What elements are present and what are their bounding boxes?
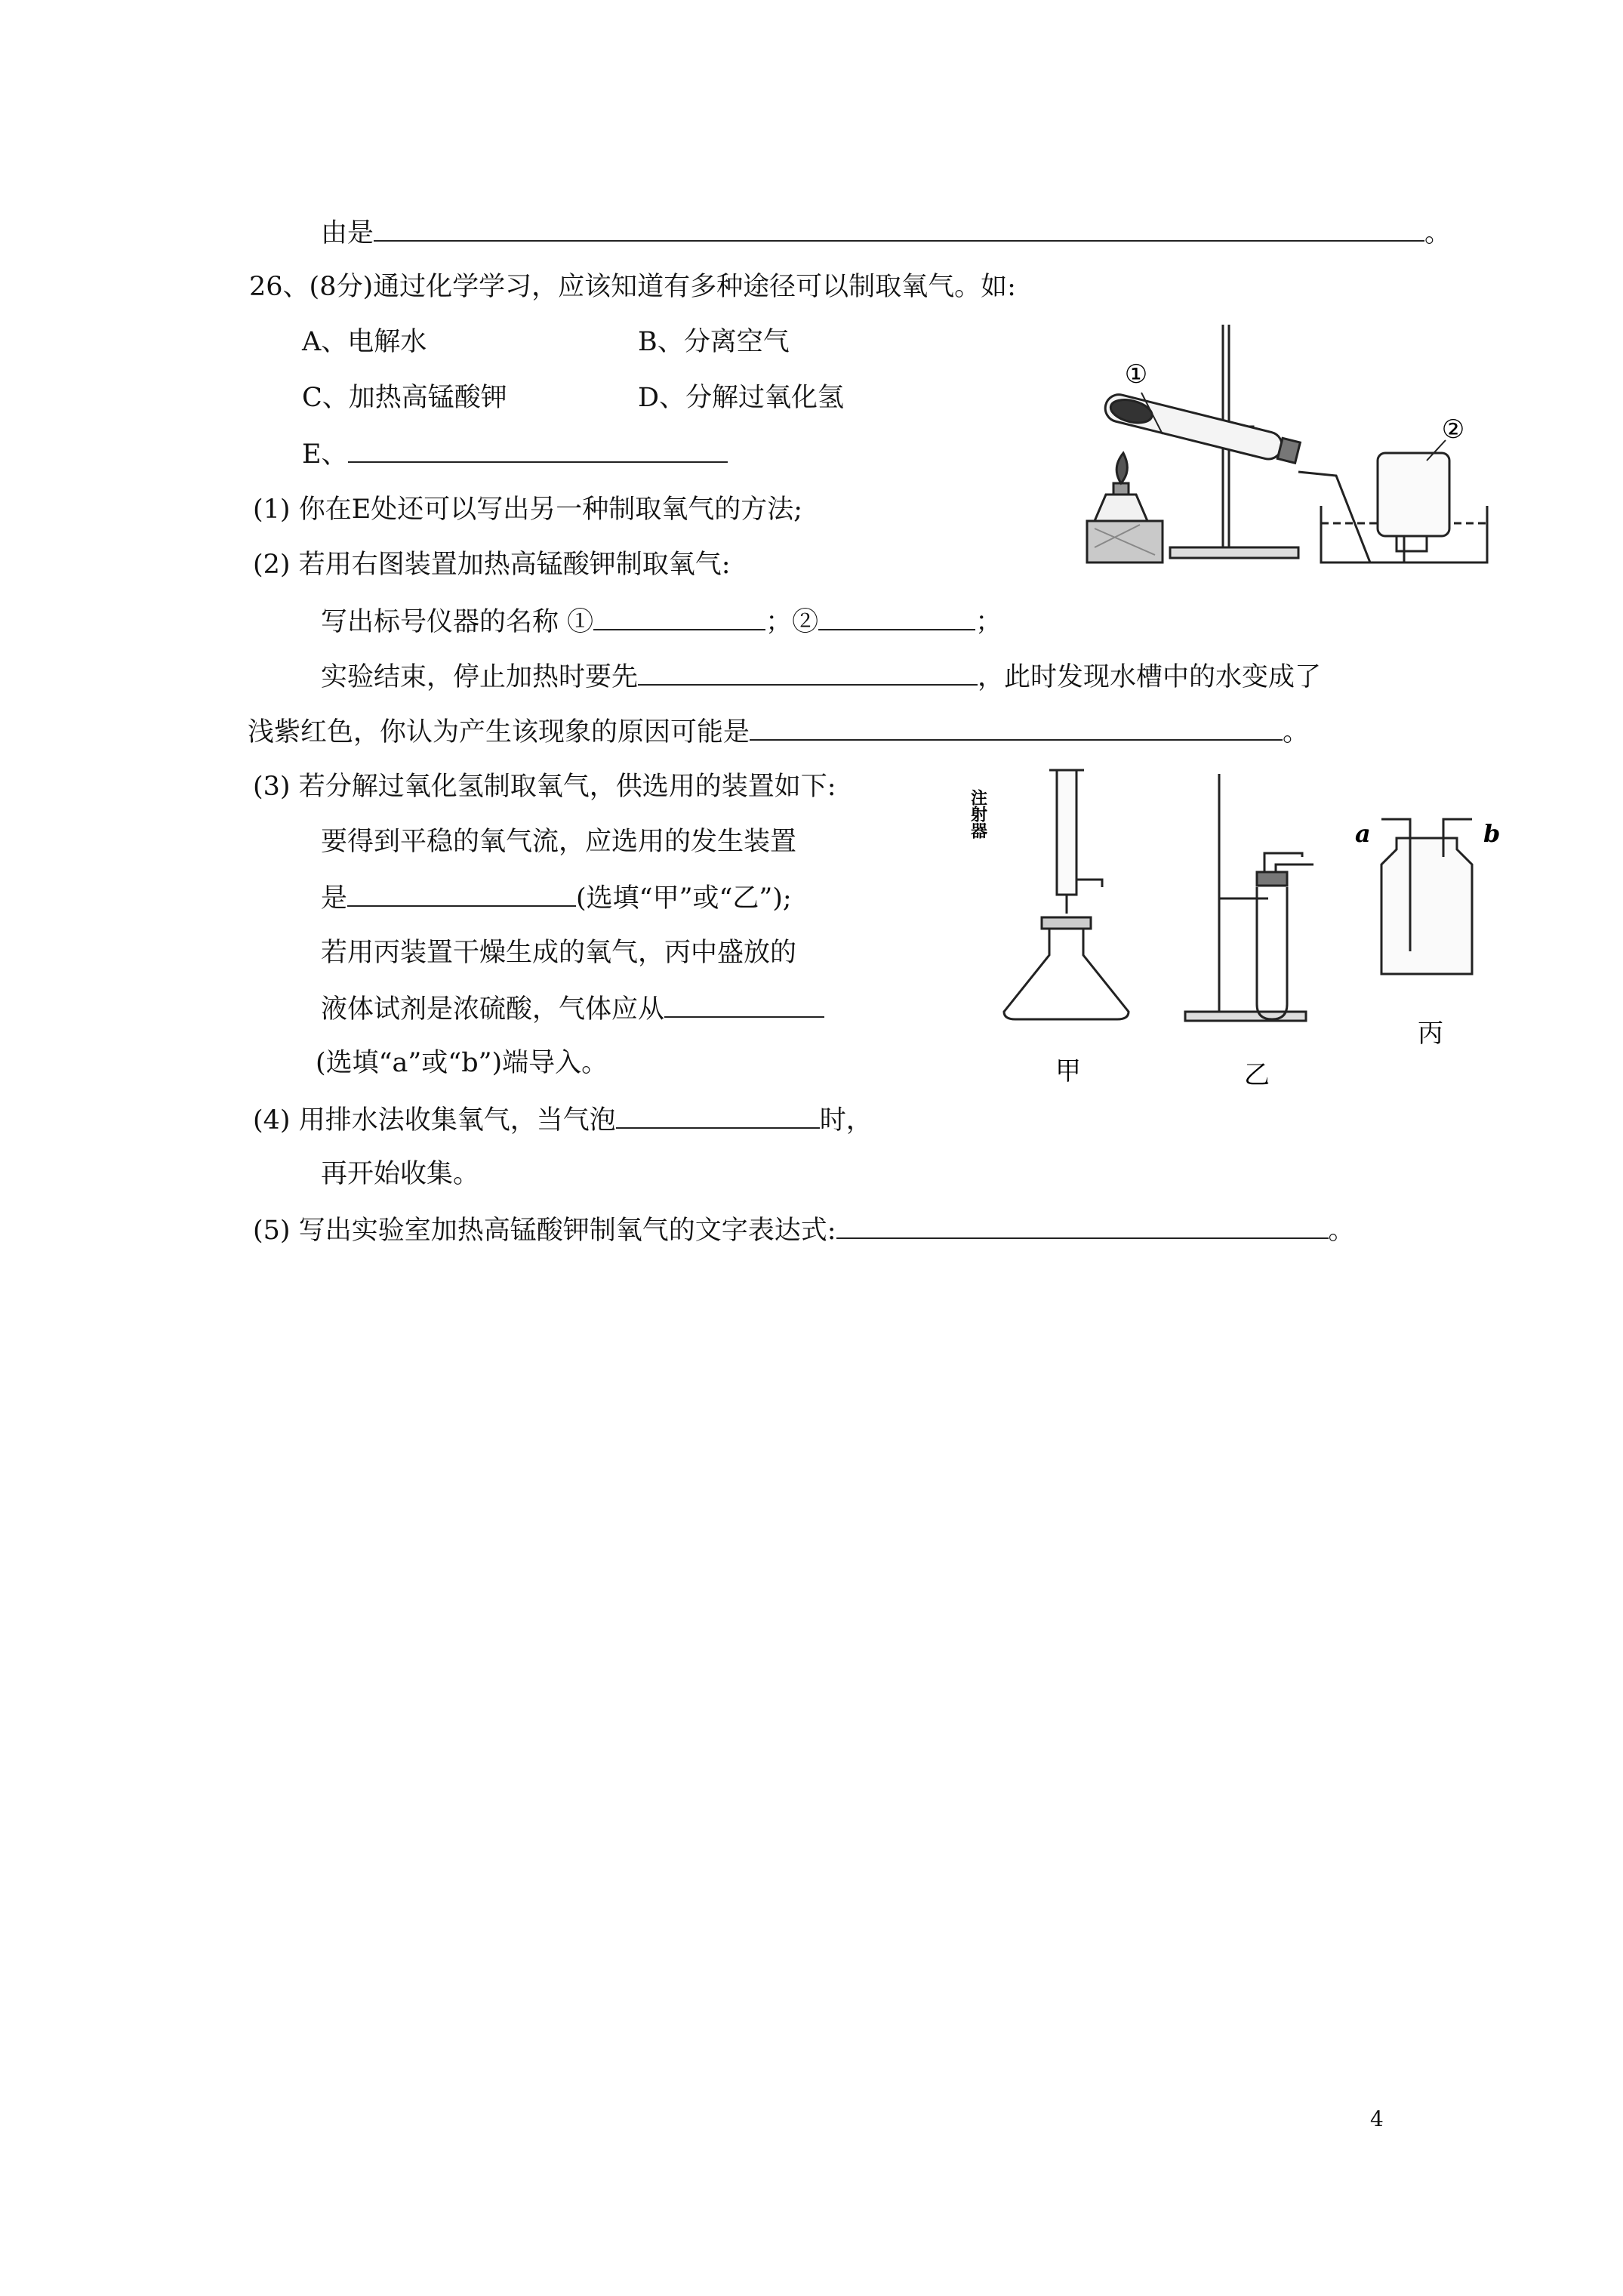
option-row-cd [302,379,844,417]
option-d: D、分解过氧化氢 [638,383,845,413]
option-a: A、电解水 [302,327,427,357]
part-3: (3) 若分解过氧化氢制取氧气，供选用的装置如下: [253,772,836,802]
part-1: (1) 你在E处还可以写出另一种制取氧气的方法; [253,495,803,525]
device-bing-label: 丙 [1418,1019,1443,1049]
instrument-names: 写出标号仪器的名称 ① ；② ； [321,602,1002,639]
label-2: ② [1441,415,1465,445]
heating-apparatus-drawing [1072,321,1495,574]
stop-heating-line: 实验结束，停止加热时要先 ，此时发现水槽中的水变成了 [321,657,1321,695]
port-b-label: b [1483,819,1501,848]
start-collect-line: 再开始收集。 [321,1159,480,1189]
generator-choice-blank[interactable] [347,878,576,907]
steady-flow-line: 要得到平稳的氧气流，应选用的发生装置 [321,827,797,857]
port-a-label: a [1355,819,1371,848]
dry-oxygen-line: 若用丙装置干燥生成的氧气，丙中盛放的 [321,938,797,968]
inlet-line: 液体试剂是浓硫酸，气体应从 [321,989,824,1027]
inlet-blank[interactable] [664,989,824,1018]
bubble-blank[interactable] [616,1100,820,1129]
part-4: (4) 用排水法收集氧气，当气泡 时， [253,1100,873,1138]
devices-drawing [959,759,1502,1095]
reason-blank[interactable] [374,213,1424,242]
reason-line: 由是 。 [321,213,1451,251]
option-row-ab [302,323,790,361]
label-1: ① [1124,359,1148,390]
part-5: (5) 写出实验室加热高锰酸钾制氧气的文字表达式: 。 [253,1210,1355,1248]
devices-figure [959,759,1502,1095]
syringe-label: 注射器 [968,789,987,839]
device-yi-label: 乙 [1244,1060,1270,1090]
option-e: E、 [302,434,728,472]
generator-choice-line: 是 (选填“甲”或“乙”); [321,878,792,916]
equation-blank[interactable] [836,1210,1329,1239]
device-jia-label: 甲 [1055,1056,1081,1086]
instrument-2-blank[interactable] [818,602,975,630]
option-e-blank[interactable] [348,434,728,463]
question-26-title: 26、(8分)通过化学学习，应该知道有多种途径可以制取氧气。如: [249,272,1016,302]
stop-heating-blank[interactable] [638,657,978,686]
page-number: 4 [1370,2106,1384,2131]
part-2: (2) 若用右图装置加热高锰酸钾制取氧气: [253,550,731,580]
cause-blank[interactable] [750,712,1283,741]
inlet-choice-line: (选填“a”或“b”)端导入。 [316,1048,608,1078]
option-c: C、加热高锰酸钾 [302,383,507,413]
cause-line: 浅紫红色，你认为产生该现象的原因可能是 。 [248,712,1309,750]
option-b: B、分离空气 [638,327,790,357]
instrument-1-blank[interactable] [593,602,765,630]
heating-apparatus-figure [1072,321,1495,574]
